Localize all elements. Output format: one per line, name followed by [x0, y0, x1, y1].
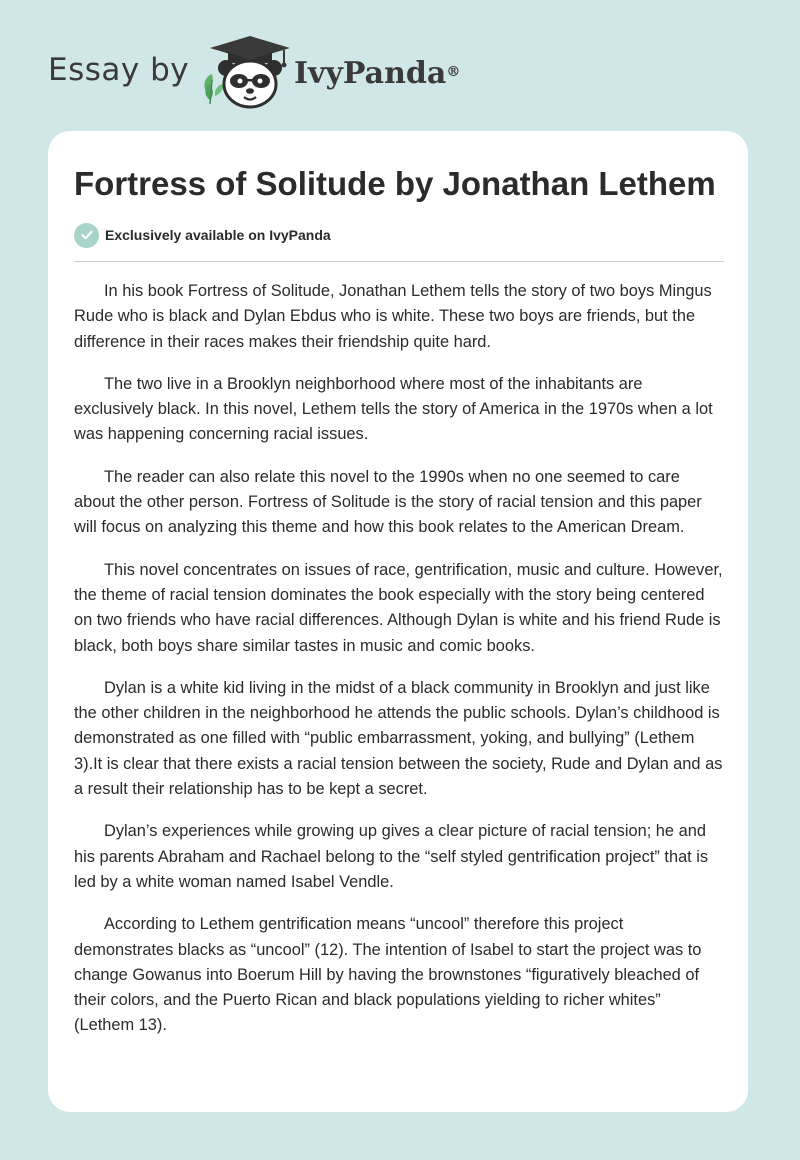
registered-mark: ® — [446, 64, 461, 80]
exclusive-badge-label: Exclusively available on IvyPanda — [105, 227, 331, 243]
exclusive-badge — [74, 222, 331, 248]
paragraph: The two live in a Brooklyn neighborhood where most of the inhabitants are exclusively black. In this novel, Lethem tells the story of America in the 1970s when a lot was happening concerning racial issues. — [74, 374, 713, 444]
essay-by-label: Essay by — [48, 52, 190, 88]
site-header — [0, 0, 800, 130]
panda-graduate-icon[interactable] — [200, 34, 292, 110]
paragraph: The reader can also relate this novel to the 1990s when no one seemed to care about the other person. Fortress of Solitude is the story of racial tension and this paper will focus on analyzing this theme and how this book relates to the American Dream. — [74, 467, 702, 537]
essay-body — [74, 279, 724, 1056]
paragraph: Dylan is a white kid living in the midst of a black community in Brooklyn and just like the other children in the neighborhood he attends the public schools. Dylan’s childhood is demonstrated as one filled with “public embarrassment, yoking, and bullying” (Lethem 3).It is clear that there exists a racial tension between the society, Rude and Dylan and as a result their relationship has to be kept a secret. — [74, 678, 723, 799]
paragraph: This novel concentrates on issues of race, gentrification, music and culture. However, the theme of racial tension dominates the book especially with the story being centered on two friends who have racial differences. Although Dylan is white and his friend Rude is black, both boys share similar tastes in music and comic books. — [74, 560, 723, 655]
paragraph: Dylan’s experiences while growing up gives a clear picture of racial tension; he and his parents Abraham and Rachael belong to the “self styled gentrification project” that is led by a white woman named Isabel Vendle. — [74, 822, 709, 891]
title-divider — [74, 261, 724, 262]
paragraph: In his book Fortress of Solitude, Jonathan Lethem tells the story of two boys Mingus Rude who is black and Dylan Ebdus who is white. These two boys are friends, but the difference in their races makes their friendship quite hard. — [74, 282, 712, 351]
essay-title: Fortress of Solitude by Jonathan Lethem — [74, 165, 716, 202]
essay-card — [48, 131, 748, 1112]
brand-name[interactable] — [294, 54, 460, 94]
check-circle-icon — [74, 223, 99, 248]
brand-name-text: IvyPanda — [294, 56, 447, 91]
paragraph: According to Lethem gentrification means “uncool” therefore this project demonstrates blacks as “uncool” (12). The intention of Isabel to start the project was to change Gowanus into Boerum Hill by having the brownstones “figuratively bleached of their colors, and the Puerto Rican and black populations yielding to richer whites” (Lethem 13). — [74, 915, 702, 1035]
